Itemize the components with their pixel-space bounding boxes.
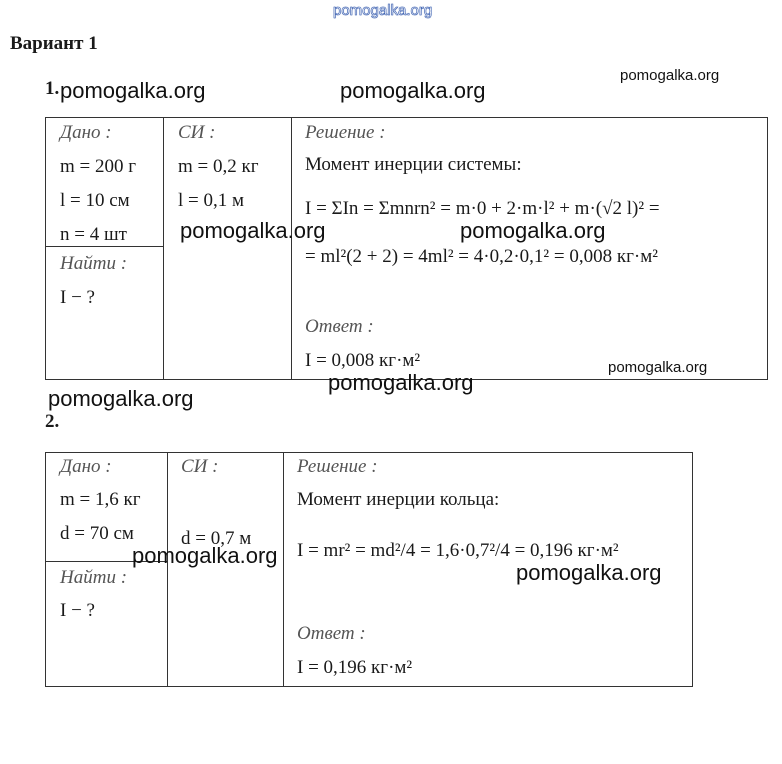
site-header-link[interactable]: pomogalka.org [333,2,433,19]
watermark-text: pomogalka.org [620,67,720,84]
variant-title: Вариант 1 [10,33,98,54]
solution-header: Решение : [305,122,386,143]
problem-1-divider [291,117,292,380]
given-item: l = 10 см [60,190,130,211]
watermark-text: pomogalka.org [60,78,206,103]
watermark-text: pomogalka.org [516,560,662,585]
si-header: СИ : [181,456,219,477]
problem-2-number: 2. [45,411,60,432]
watermark-text: pomogalka.org [460,218,606,243]
watermark-text: pomogalka.org [180,218,326,243]
watermark-text: pomogalka.org [328,370,474,395]
si-header: СИ : [178,122,216,143]
given-item: m = 200 г [60,156,137,177]
watermark-text: pomogalka.org [48,386,194,411]
answer-header: Ответ : [297,623,366,644]
given-header: Дано : [60,122,112,143]
problem-1-divider [45,246,163,247]
watermark-text: pomogalka.org [340,78,486,103]
problem-2-divider [283,452,284,687]
si-item: l = 0,1 м [178,190,245,211]
solution-text: Момент инерции кольца: [297,489,500,510]
formula-line: I = ΣIn = Σmnrn² = m·0 + 2·m·l² + m·(√2 l)² = [305,198,660,219]
formula-line: I = mr² = md²/4 = 1,6·0,7²/4 = 0,196 кг·м² [297,540,619,561]
formula-line: = ml²(2 + 2) = 4ml² = 4·0,2·0,1² = 0,008 кг·м² [305,246,658,267]
problem-1-divider [163,117,164,380]
si-item: d = 0,7 м [181,528,252,549]
given-item: d = 70 см [60,523,134,544]
problem-2-divider [167,452,168,687]
answer-header: Ответ : [305,316,374,337]
given-item: m = 1,6 кг [60,489,141,510]
given-item: n = 4 шт [60,224,127,245]
answer-value: I = 0,008 кг·м² [305,350,421,371]
si-item: m = 0,2 кг [178,156,259,177]
find-header: Найти : [60,253,128,274]
find-item: I − ? [60,600,95,621]
given-header: Дано : [60,456,112,477]
find-item: I − ? [60,287,95,308]
watermark-text: pomogalka.org [132,543,278,568]
watermark-text: pomogalka.org [608,359,708,376]
answer-value: I = 0,196 кг·м² [297,657,413,678]
find-header: Найти : [60,567,128,588]
solution-header: Решение : [297,456,378,477]
solution-text: Момент инерции системы: [305,154,522,175]
problem-1-number: 1. [45,78,60,99]
